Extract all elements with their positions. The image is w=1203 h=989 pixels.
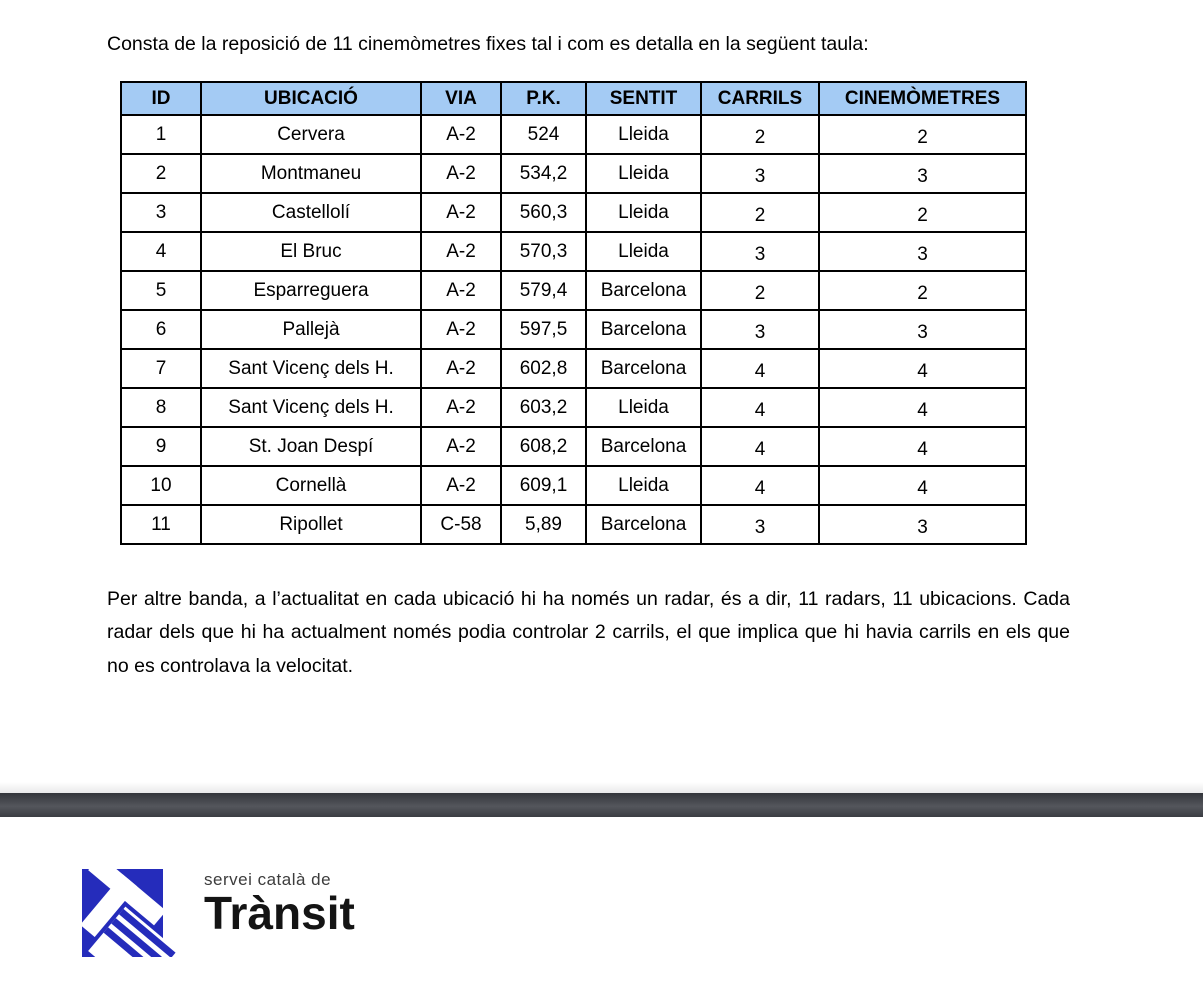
table-cell: 4 <box>701 388 819 427</box>
transit-logo <box>82 869 355 957</box>
header-cell: SENTIT <box>586 82 701 115</box>
header-cell: ID <box>121 82 201 115</box>
table-cell: 560,3 <box>501 193 586 232</box>
table-cell: 4 <box>701 349 819 388</box>
table-cell: Barcelona <box>586 310 701 349</box>
table-cell: 609,1 <box>501 466 586 505</box>
table-cell: 4 <box>819 349 1026 388</box>
logo-brand: Trànsit <box>204 887 355 939</box>
table-cell: 8 <box>121 388 201 427</box>
table-cell: A-2 <box>421 232 501 271</box>
table-cell: 3 <box>701 232 819 271</box>
table-cell: Sant Vicenç dels H. <box>201 388 421 427</box>
table-cell: 3 <box>819 232 1026 271</box>
table-row <box>121 427 1026 466</box>
table-cell: Lleida <box>586 115 701 154</box>
header-cell: CINEMÒMETRES <box>819 82 1026 115</box>
table-cell: 597,5 <box>501 310 586 349</box>
table-cell: A-2 <box>421 349 501 388</box>
table-cell: Lleida <box>586 193 701 232</box>
table-cell: 524 <box>501 115 586 154</box>
table-cell: 5 <box>121 271 201 310</box>
intro-paragraph: Consta de la reposició de 11 cinemòmetres fixes tal i com es detalla en la següent taula: <box>107 32 869 55</box>
table-cell: Cornellà <box>201 466 421 505</box>
table-cell: 4 <box>701 427 819 466</box>
table-cell: Montmaneu <box>201 154 421 193</box>
table-row <box>121 193 1026 232</box>
table-cell: A-2 <box>421 388 501 427</box>
table-cell: Ripollet <box>201 505 421 544</box>
transit-logo-icon <box>82 869 192 957</box>
table-cell: 2 <box>819 115 1026 154</box>
table-cell: Barcelona <box>586 427 701 466</box>
table-cell: 3 <box>819 505 1026 544</box>
table-cell: 4 <box>819 466 1026 505</box>
table-row <box>121 466 1026 505</box>
table-cell: Pallejà <box>201 310 421 349</box>
table-cell: A-2 <box>421 271 501 310</box>
table-row <box>121 310 1026 349</box>
table-cell: 3 <box>819 310 1026 349</box>
cinemometres-table <box>120 81 1027 545</box>
table-cell: A-2 <box>421 466 501 505</box>
table-cell: Lleida <box>586 154 701 193</box>
table-cell: 2 <box>701 115 819 154</box>
table-cell: A-2 <box>421 310 501 349</box>
table-cell: 3 <box>701 310 819 349</box>
table-cell: 2 <box>701 271 819 310</box>
header-cell: UBICACIÓ <box>201 82 421 115</box>
header-cell: VIA <box>421 82 501 115</box>
table-cell: Barcelona <box>586 349 701 388</box>
table-cell: 579,4 <box>501 271 586 310</box>
logo-tagline: servei català de <box>204 870 332 889</box>
table-cell: A-2 <box>421 154 501 193</box>
table-cell: 10 <box>121 466 201 505</box>
table-cell: Castellolí <box>201 193 421 232</box>
table-row <box>121 154 1026 193</box>
table-row <box>121 115 1026 154</box>
table-cell: St. Joan Despí <box>201 427 421 466</box>
table-cell: 5,89 <box>501 505 586 544</box>
table-row <box>121 349 1026 388</box>
table-cell: Lleida <box>586 232 701 271</box>
page-bottom-shadow <box>0 782 1203 793</box>
table-cell: 2 <box>701 193 819 232</box>
table-cell: 534,2 <box>501 154 586 193</box>
table-header-row <box>121 82 1026 115</box>
table-cell: 3 <box>121 193 201 232</box>
table-cell: 4 <box>819 427 1026 466</box>
table-body <box>121 115 1026 544</box>
table-cell: Barcelona <box>586 505 701 544</box>
table-cell: 603,2 <box>501 388 586 427</box>
table-cell: 4 <box>121 232 201 271</box>
table-cell: Esparreguera <box>201 271 421 310</box>
logo-text <box>204 869 355 939</box>
table-cell: Sant Vicenç dels H. <box>201 349 421 388</box>
table-row <box>121 232 1026 271</box>
body-paragraph: Per altre banda, a l’actualitat en cada ubicació hi ha només un radar, és a dir, 11 radars, 11 ubicacions. Cada radar dels que hi ha actualment només podia controlar 2 carrils, el que implica que hi havia carrils en els que no es controlava la velocitat. <box>107 587 1070 677</box>
table-cell: 1 <box>121 115 201 154</box>
table-cell: 6 <box>121 310 201 349</box>
page-break-bar <box>0 793 1203 817</box>
table-row <box>121 388 1026 427</box>
table-cell: 7 <box>121 349 201 388</box>
header-cell: CARRILS <box>701 82 819 115</box>
table-cell: 11 <box>121 505 201 544</box>
header-cell: P.K. <box>501 82 586 115</box>
table-row <box>121 505 1026 544</box>
table-cell: 602,8 <box>501 349 586 388</box>
table-cell: 3 <box>819 154 1026 193</box>
table-cell: Lleida <box>586 466 701 505</box>
table-cell: 4 <box>701 466 819 505</box>
table-cell: Barcelona <box>586 271 701 310</box>
table-cell: C-58 <box>421 505 501 544</box>
table-cell: A-2 <box>421 193 501 232</box>
table-cell: 2 <box>819 271 1026 310</box>
table-cell: 608,2 <box>501 427 586 466</box>
table-cell: A-2 <box>421 427 501 466</box>
table-cell: 4 <box>819 388 1026 427</box>
table-cell: 3 <box>701 154 819 193</box>
table-cell: 3 <box>701 505 819 544</box>
table-cell: Cervera <box>201 115 421 154</box>
table-cell: A-2 <box>421 115 501 154</box>
table-cell: El Bruc <box>201 232 421 271</box>
table-cell: 570,3 <box>501 232 586 271</box>
table-cell: 9 <box>121 427 201 466</box>
table-cell: 2 <box>819 193 1026 232</box>
table-cell: Lleida <box>586 388 701 427</box>
table-cell: 2 <box>121 154 201 193</box>
table-row <box>121 271 1026 310</box>
